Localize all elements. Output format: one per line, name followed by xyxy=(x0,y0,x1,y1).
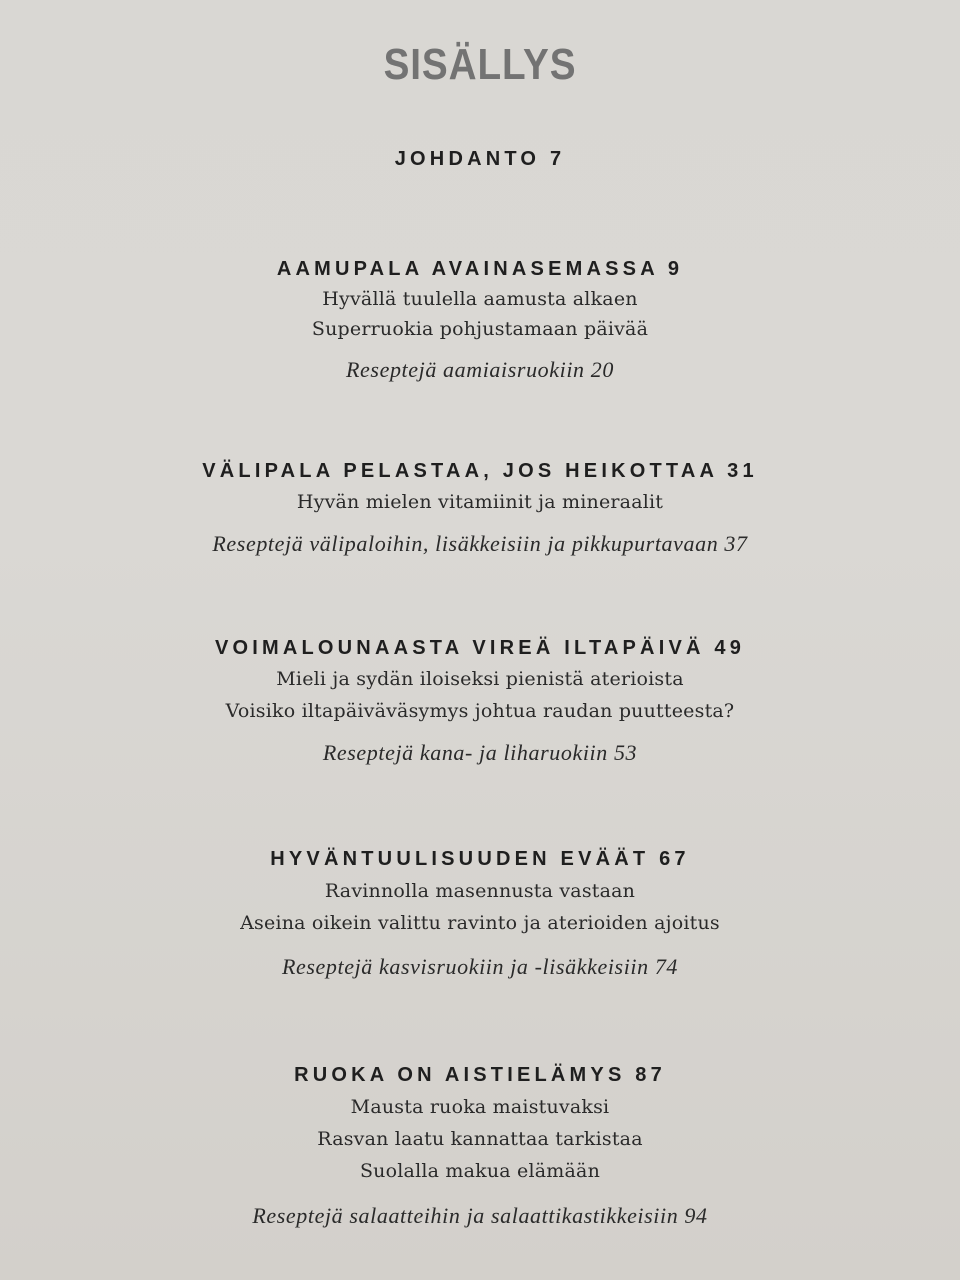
recipe-entry: Reseptejä välipaloihin, lisäkkeisiin ja pikkupurtavaan 37 xyxy=(212,531,748,556)
subtopic: Mausta ruoka maistuvaksi xyxy=(350,1096,610,1118)
subtopic: Mieli ja sydän iloiseksi pienistä aterioista xyxy=(276,668,684,690)
subtopic: Superruokia pohjustamaan päivää xyxy=(311,318,649,340)
recipe-entry: Reseptejä kana- ja liharuokiin 53 xyxy=(322,740,638,765)
section-heading: RUOKA ON AISTIELÄMYS 87 xyxy=(294,1064,666,1086)
subtopic: Ravinnolla masennusta vastaan xyxy=(324,880,636,902)
section-heading: VÄLIPALA PELASTAA, JOS HEIKOTTAA 31 xyxy=(202,460,758,482)
subtopic: Suolalla makua elämään xyxy=(359,1160,601,1182)
subtopic: Aseina oikein valittu ravinto ja aterioiden ajoitus xyxy=(240,912,720,934)
recipe-entry: Reseptejä salaatteihin ja salaattikastikkeisiin 94 xyxy=(252,1203,708,1228)
section-heading: HYVÄNTUULISUUDEN EVÄÄT 67 xyxy=(270,848,690,870)
section-heading: AAMUPALA AVAINASEMASSA 9 xyxy=(276,258,684,280)
recipe-entry: Reseptejä aamiaisruokiin 20 xyxy=(346,357,614,382)
subtopic: Voisiko iltapäiväväsymys johtua raudan puutteesta? xyxy=(225,700,735,722)
intro-entry: JOHDANTO 7 xyxy=(394,148,566,170)
subtopic: Hyvällä tuulella aamusta alkaen xyxy=(322,288,638,310)
subtopic: Rasvan laatu kannattaa tarkistaa xyxy=(317,1128,643,1150)
recipe-entry: Reseptejä kasvisruokiin ja -lisäkkeisiin 74 xyxy=(281,954,679,979)
subtopic: Hyvän mielen vitamiinit ja mineraalit xyxy=(296,491,664,513)
section-heading: VOIMALOUNAASTA VIREÄ ILTAPÄIVÄ 49 xyxy=(214,637,746,659)
page-title: SISÄLLYS xyxy=(383,40,577,89)
